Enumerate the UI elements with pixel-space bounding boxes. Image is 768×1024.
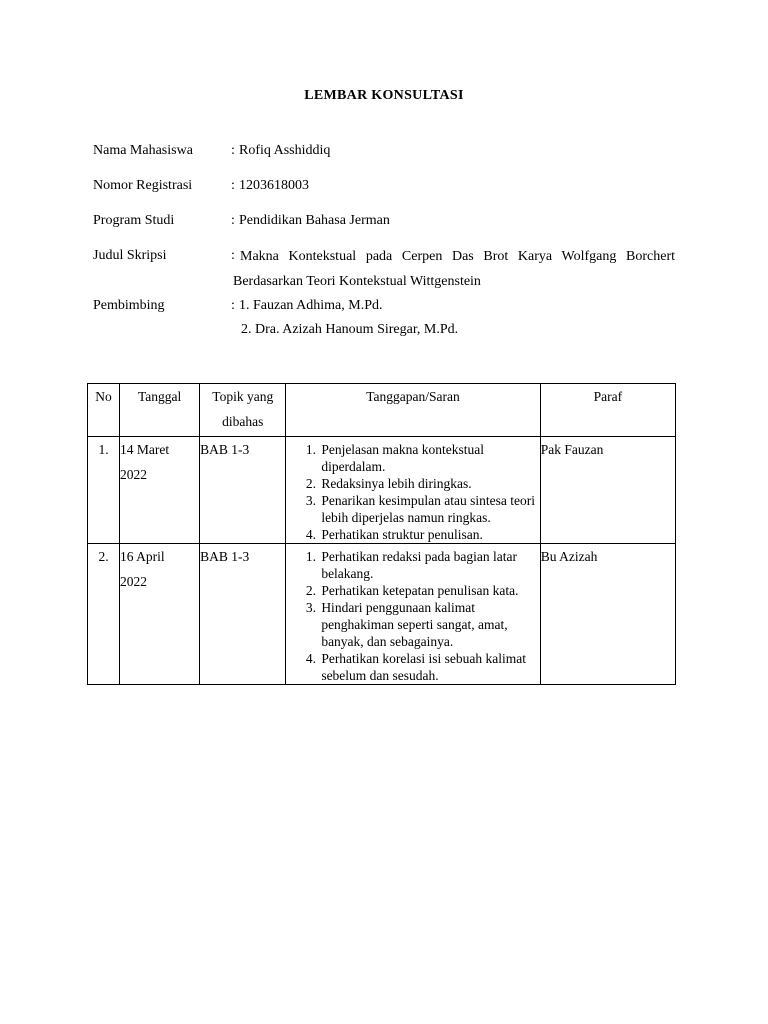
nama-value: Rofiq Asshiddiq bbox=[239, 143, 331, 158]
header-no: No bbox=[88, 384, 120, 437]
consultation-table bbox=[87, 383, 676, 685]
list-item: 1. Penjelasan makna kontekstual diperdalam. bbox=[319, 441, 539, 475]
info-row-prodi bbox=[93, 213, 693, 248]
list-item: 4. Perhatikan korelasi isi sebuah kalimat sebelum dan sesudah. bbox=[319, 650, 539, 684]
list-item: 3. Hindari penggunaan kalimat penghakiman seperti sangat, amat, banyak, dan sebagainya. bbox=[319, 599, 539, 650]
list-item: 1. Perhatikan redaksi pada bagian latar belakang. bbox=[319, 548, 539, 582]
row-tanggapan bbox=[286, 544, 540, 685]
separator: : bbox=[231, 248, 235, 263]
list-item: 3. Penarikan kesimpulan atau sintesa teori lebih diperjelas namun ringkas. bbox=[319, 492, 539, 526]
separator: : bbox=[231, 213, 235, 228]
row-paraf: Pak Fauzan bbox=[540, 437, 675, 544]
row-no: 1. bbox=[88, 437, 120, 544]
row-paraf: Bu Azizah bbox=[540, 544, 675, 685]
document-title: LEMBAR KONSULTASI bbox=[304, 88, 464, 103]
header-paraf: Paraf bbox=[540, 384, 675, 437]
info-row-nomor bbox=[93, 178, 693, 213]
separator: : bbox=[231, 298, 235, 313]
judul-value: Makna Kontekstual pada Cerpen Das Brot Karya Wolfgang Borchert Berdasarkan Teori Kontekstual Wittgenstein bbox=[233, 249, 675, 289]
pembimbing-label: Pembimbing bbox=[93, 298, 165, 313]
nomor-label: Nomor Registrasi bbox=[93, 178, 193, 193]
table-row bbox=[88, 544, 676, 685]
judul-label: Judul Skripsi bbox=[93, 248, 167, 263]
row-no: 2. bbox=[88, 544, 120, 685]
row-tanggapan bbox=[286, 437, 540, 544]
table-header-row bbox=[88, 384, 676, 437]
nama-label: Nama Mahasiswa bbox=[93, 143, 193, 158]
info-row-pembimbing bbox=[93, 298, 693, 337]
list-item: 2. Redaksinya lebih diringkas. bbox=[319, 475, 539, 492]
row-tanggal: 14 Maret 2022 bbox=[120, 437, 200, 544]
row-tanggal: 16 April 2022 bbox=[120, 544, 200, 685]
list-item: 2. Perhatikan ketepatan penulisan kata. bbox=[319, 582, 539, 599]
saran-list bbox=[286, 441, 539, 543]
separator: : bbox=[231, 143, 235, 158]
info-row-judul bbox=[93, 248, 693, 298]
pembimbing-second: 2. Dra. Azizah Hanoum Siregar, M.Pd. bbox=[241, 322, 459, 337]
pembimbing-first: 1. Fauzan Adhima, M.Pd. bbox=[239, 298, 383, 313]
header-tanggal: Tanggal bbox=[120, 384, 200, 437]
header-topik: Topik yang dibahas bbox=[200, 384, 286, 437]
table-row bbox=[88, 437, 676, 544]
separator: : bbox=[231, 178, 235, 193]
nomor-value: 1203618003 bbox=[239, 178, 309, 193]
list-item: 4. Perhatikan struktur penulisan. bbox=[319, 526, 539, 543]
row-topik: BAB 1-3 bbox=[200, 437, 286, 544]
info-row-nama bbox=[93, 143, 693, 178]
prodi-label: Program Studi bbox=[93, 213, 175, 228]
saran-list bbox=[286, 548, 539, 684]
prodi-value: Pendidikan Bahasa Jerman bbox=[239, 213, 390, 228]
header-tanggapan: Tanggapan/Saran bbox=[286, 384, 540, 437]
row-topik: BAB 1-3 bbox=[200, 544, 286, 685]
student-info bbox=[93, 143, 693, 337]
